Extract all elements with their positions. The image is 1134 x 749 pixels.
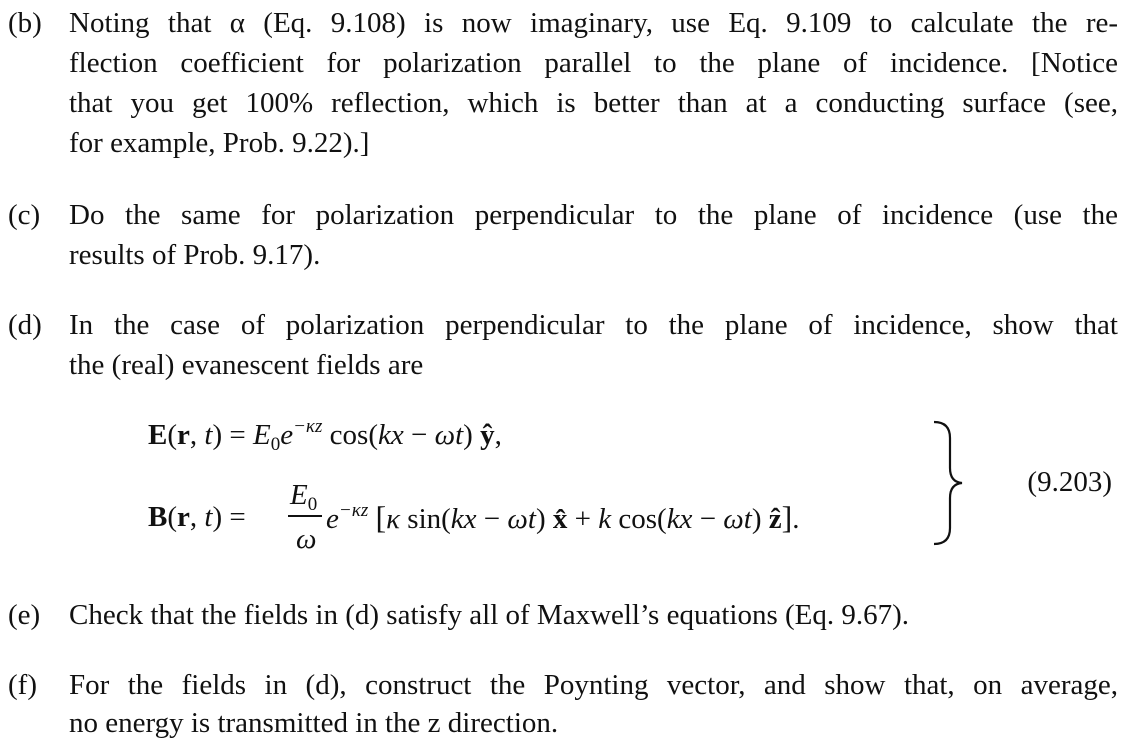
text-line: for example, Prob. 9.22).]: [69, 127, 370, 159]
equation-b-field: B(r, t) =: [148, 501, 246, 533]
part-label: (b): [8, 7, 42, 39]
fraction-denominator: ω: [296, 523, 317, 555]
problem-part-b: [8, 6, 1118, 166]
part-label: (f): [8, 669, 37, 701]
equation-e-field: E(r, $t) = E_0e^{-\kappa z}$ cos(kx − ωt) ŷ,: [148, 416, 502, 455]
problem-part-c: [8, 198, 1118, 278]
right-brace-icon: [928, 418, 968, 548]
part-label: (c): [8, 199, 41, 231]
fraction-bar: [288, 515, 322, 517]
equation-b-rhs: $e^{-\kappa z}$ [κ sin(kx − ωt) x̂ + k cos(kx − ωt) ẑ].: [326, 499, 800, 535]
problem-part-f: [8, 668, 1118, 748]
text-line: Do the same for polarization perpendicular to the plane of incidence (use the: [69, 199, 1118, 231]
text-line: no energy is transmitted in the z direction.: [69, 707, 559, 739]
text-line: Check that the fields in (d) satisfy all of Maxwell’s equations (Eq. 9.67).: [69, 599, 910, 631]
text-line: the (real) evanescent fields are: [69, 349, 424, 381]
text-line: In the case of polarization perpendicular to the plane of incidence, show that: [69, 309, 1118, 341]
equation-number: (9.203): [1027, 466, 1112, 498]
problem-part-e: [8, 598, 1118, 638]
text-line: that you get 100% reflection, which is better than at a conducting surface (see,: [69, 87, 1118, 119]
text-line: For the fields in (d), construct the Poynting vector, and show that, on average,: [69, 669, 1118, 701]
part-label: (e): [8, 599, 41, 631]
part-label: (d): [8, 309, 42, 341]
text-line: Noting that α (Eq. 9.108) is now imaginary, use Eq. 9.109 to calculate the re-: [69, 7, 1118, 39]
problem-part-d: [8, 308, 1118, 388]
fraction-numerator: $E_0$: [290, 479, 318, 515]
text-line: flection coefficient for polarization parallel to the plane of incidence. [Notice: [69, 47, 1118, 79]
text-line: results of Prob. 9.17).: [69, 239, 321, 271]
